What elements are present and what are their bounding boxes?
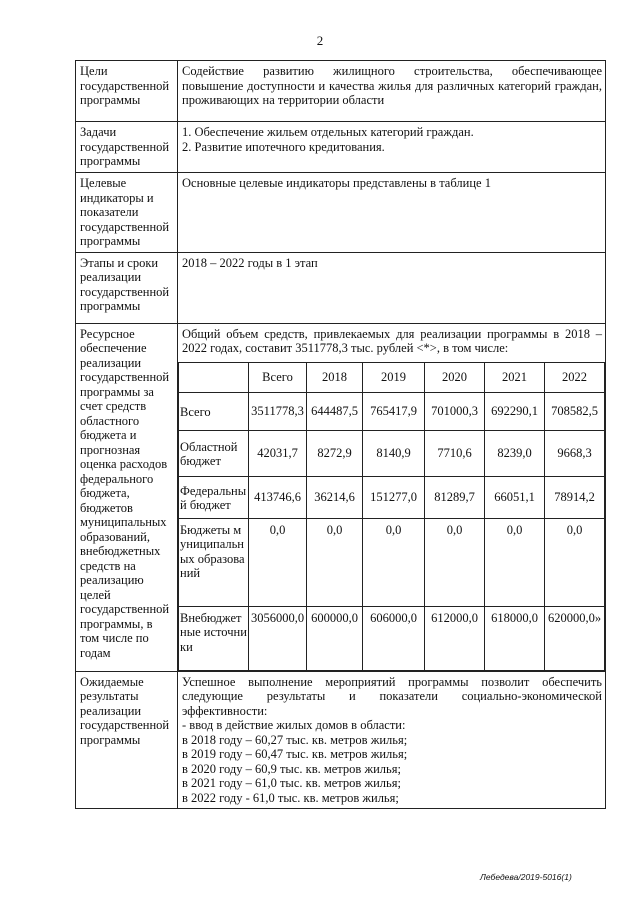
funding-source: Федеральный бюджет — [179, 476, 249, 518]
funding-value: 42031,7 — [249, 430, 307, 476]
funding-value: 600000,0 — [307, 606, 363, 670]
funding-value: 8239,0 — [485, 430, 545, 476]
funding-table — [178, 362, 605, 671]
result-item: в 2019 году – 60,47 тыс. кв. метров жилья; — [182, 747, 408, 761]
task-item: 1. Обеспечение жильем отдельных категорий граждан. — [182, 125, 474, 139]
funding-header-cell: 2018 — [307, 362, 363, 392]
results-cell — [178, 671, 606, 809]
funding-source: Областной бюджет — [179, 430, 249, 476]
funding-value: 701000,3 — [425, 392, 485, 430]
indicators-text: Основные целевые индикаторы представлены в таблице 1 — [178, 173, 606, 253]
funding-source: Внебюджетные источники — [179, 606, 249, 670]
funding-header-cell: 2022 — [545, 362, 605, 392]
funding-source: Всего — [179, 392, 249, 430]
result-item: в 2022 году - 61,0 тыс. кв. метров жилья; — [182, 790, 399, 805]
funding-row — [179, 518, 605, 606]
funding-value: 8140,9 — [363, 430, 425, 476]
funding-value: 0,0 — [363, 518, 425, 606]
funding-value: 66051,1 — [485, 476, 545, 518]
funding-value: 618000,0 — [485, 606, 545, 670]
row-resources — [76, 323, 606, 671]
funding-header-row — [179, 362, 605, 392]
funding-header-cell — [179, 362, 249, 392]
funding-row — [179, 476, 605, 518]
result-item: - ввод в действие жилых домов в области: — [182, 718, 406, 732]
resources-cell — [178, 323, 606, 671]
funding-row — [179, 392, 605, 430]
row-goals — [76, 61, 606, 122]
document-footer-code: Лебедева/2019-5016(1) — [480, 872, 572, 882]
row-tasks — [76, 122, 606, 173]
results-label: Ожидаемые результаты реализации государственной программы — [76, 671, 178, 809]
funding-header-cell: Всего — [249, 362, 307, 392]
funding-value: 0,0 — [249, 518, 307, 606]
tasks-list — [178, 122, 606, 173]
funding-value: 644487,5 — [307, 392, 363, 430]
tasks-label: Задачи государственной программы — [76, 122, 178, 173]
funding-value: 81289,7 — [425, 476, 485, 518]
resources-intro: Общий объем средств, привлекаемых для реализации программы в 2018 – 2022 годах, составит 3511778,3 тыс. рублей <*>, в том числе: — [182, 326, 602, 355]
funding-value: 3056000,0 — [249, 606, 307, 670]
funding-value: 0,0 — [425, 518, 485, 606]
row-indicators — [76, 173, 606, 253]
program-passport-table — [75, 60, 606, 809]
indicators-label: Целевые индикаторы и показатели государственной программы — [76, 173, 178, 253]
funding-value: 78914,2 — [545, 476, 605, 518]
funding-header-cell: 2020 — [425, 362, 485, 392]
stages-text: 2018 – 2022 годы в 1 этап — [178, 252, 606, 323]
funding-value: 0,0 — [545, 518, 605, 606]
funding-value: 0,0 — [307, 518, 363, 606]
funding-header-cell: 2019 — [363, 362, 425, 392]
funding-value: 3511778,3 — [249, 392, 307, 430]
result-item: в 2018 году – 60,27 тыс. кв. метров жилья; — [182, 732, 408, 747]
funding-row — [179, 430, 605, 476]
funding-value: 36214,6 — [307, 476, 363, 518]
funding-value: 8272,9 — [307, 430, 363, 476]
funding-value: 606000,0 — [363, 606, 425, 670]
results-intro: Успешное выполнение мероприятий программы позволит обеспечить следующие результаты и показатели социально-экономической эффективности: — [182, 674, 602, 718]
funding-value: 612000,0 — [425, 606, 485, 670]
row-stages — [76, 252, 606, 323]
funding-value: 9668,3 — [545, 430, 605, 476]
funding-value: 708582,5 — [545, 392, 605, 430]
funding-source: Бюджеты муниципальных образований — [179, 518, 249, 606]
funding-value: 765417,9 — [363, 392, 425, 430]
funding-row — [179, 606, 605, 670]
result-item: в 2020 году – 60,9 тыс. кв. метров жилья; — [182, 761, 401, 776]
row-results — [76, 671, 606, 809]
funding-value: 413746,6 — [249, 476, 307, 518]
funding-value: 692290,1 — [485, 392, 545, 430]
task-item: 2. Развитие ипотечного кредитования. — [182, 139, 385, 154]
funding-value: 151277,0 — [363, 476, 425, 518]
goals-text: Содействие развитию жилищного строительства, обеспечивающее повышение доступности и качества жилья для различных категорий граждан, проживающих на территории области — [178, 61, 606, 122]
stages-label: Этапы и сроки реализации государственной программы — [76, 252, 178, 323]
funding-header-cell: 2021 — [485, 362, 545, 392]
goals-label: Цели государственной программы — [76, 61, 178, 122]
funding-value: 620000,0» — [545, 606, 605, 670]
resources-label: Ресурсное обеспечение реализации государственной программы за счет средств областного бюджета и прогнозная оценка расходов федерального бюджета, бюджетов муниципальных образований, внебюджетных средств на реализацию целей государственной программы, в том числе по годам — [76, 323, 178, 671]
funding-value: 7710,6 — [425, 430, 485, 476]
funding-value: 0,0 — [485, 518, 545, 606]
result-item: в 2021 году – 61,0 тыс. кв. метров жилья; — [182, 776, 401, 790]
page-number: 2 — [316, 33, 324, 48]
